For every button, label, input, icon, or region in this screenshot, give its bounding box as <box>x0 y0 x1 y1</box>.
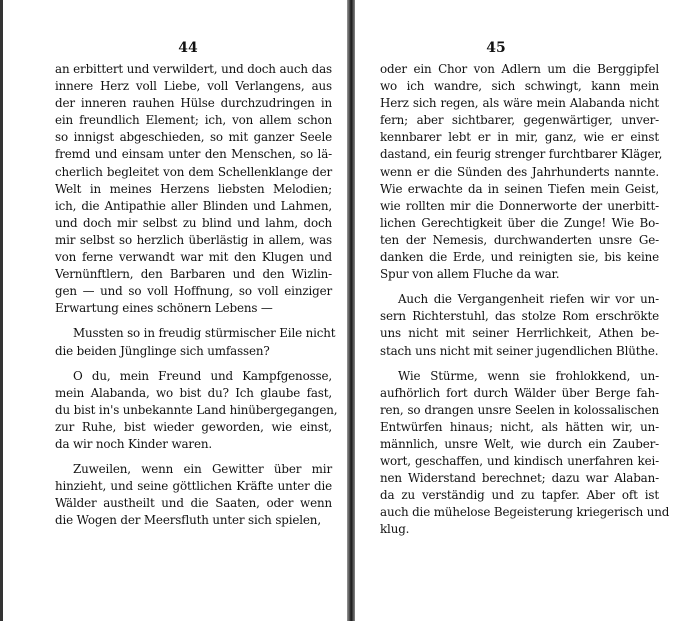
text-line: gen — und so voll Hoffnung, so voll einziger <box>55 284 332 299</box>
text-line: O du, mein Freund und Kampfgenosse, <box>73 368 332 383</box>
text-line: Herz sich regen, als wäre mein Alabanda nicht <box>380 96 659 111</box>
text-line: wenn er die Sünden des Jahrhunderts nannte. <box>380 164 659 179</box>
text-line: Wie Stürme, wenn sie frohlokkend, un- <box>398 368 659 383</box>
text-line: auch die mühelose Begeisterung kriegerisch und <box>380 505 670 520</box>
text-line: Wälder austheilt und die Saaten, oder wenn <box>55 496 332 511</box>
text-line: ein freundlich Element; ich, von allem schon <box>55 113 332 128</box>
text-line: ten der Nemesis, durchwanderten unsre Ge- <box>380 232 659 247</box>
text-line: stach uns nicht mit seiner jugendlichen Blüthe. <box>380 343 659 358</box>
page-number: 44 <box>178 40 198 56</box>
text-line: da zu verständig und zu tapfer. Aber oft ist <box>380 488 659 503</box>
paragraph <box>380 291 659 359</box>
text-line: Mussten so in freudig stürmischer Eile nicht <box>73 326 336 341</box>
text-line: nen Widerstand berechnet; dazu war Alaban- <box>380 471 659 486</box>
text-line: wo ich wandre, sich schwingt, kann mein <box>380 79 659 94</box>
text-line: lichen Gerechtigkeit über die Zunge! Wie Bo- <box>380 215 659 230</box>
text-line: der inneren rauhen Hülse durchzudringen in <box>55 96 332 111</box>
text-line: fremd und einsam unter den Menschen, so lä- <box>55 147 332 162</box>
text-line: an erbittert und verwildert, und doch auch das <box>55 62 332 76</box>
text-line: von ferne verwandt war mit den Klugen und <box>55 250 332 265</box>
text-line: ren, so drangen unsre Seelen in kolossalischen <box>380 402 659 417</box>
paragraph <box>380 61 663 283</box>
text-line: ich, die Antipathie aller Blinden und Lahmen, <box>55 198 332 213</box>
text-line: hinzieht, und seine göttlichen Kräfte unter die <box>55 479 332 494</box>
text-line: Vernünftlern, den Barbaren und den Wizlin- <box>55 267 332 282</box>
text-line: und doch mir selbst zu blind und lahm, doch <box>55 215 332 230</box>
text-line: die Wogen der Meersfluth unter sich spielen, <box>55 513 321 528</box>
text-line: Wie erwachte da in seinen Tiefen mein Geist, <box>380 181 659 196</box>
text-line: mir selbst so herzlich überlästig in allem, was <box>55 232 332 247</box>
left-page-text <box>55 61 338 529</box>
text-line: fern; aber sichtbarer, gegenwärtiger, unver- <box>380 113 659 128</box>
text-line: Spur von allem Fluche da war. <box>380 267 560 282</box>
right-page <box>355 0 698 621</box>
text-line: klug. <box>380 522 410 537</box>
text-line: innere Herz voll Liebe, voll Verlangens, aus <box>55 79 332 94</box>
text-line: uns nicht mit seiner Herrlichkeit, Athen be- <box>380 326 659 341</box>
text-line: wie rollten mir die Donnerworte der unerbitt- <box>380 198 659 213</box>
paragraph <box>55 461 332 529</box>
text-line: Erwartung eines schönern Lebens — <box>55 301 273 316</box>
text-line: danken die Erde, und reinigten sie, bis keine <box>380 250 659 265</box>
text-line: Welt in meines Herzens liebsten Melodien; <box>55 181 332 196</box>
text-line: wort, geschaffen, und kindisch unerfahren kei- <box>380 454 659 469</box>
text-line: oder ein Chor von Adlern um die Berggipfel <box>380 62 659 76</box>
left-page <box>0 0 347 621</box>
text-line: zur Ruhe, bist wieder geworden, wie einst, <box>55 419 332 434</box>
text-line: mein Alabanda, wo bist du? Ich glaube fast, <box>55 385 332 400</box>
text-line: da wir noch Kinder waren. <box>55 436 212 451</box>
text-line: Entwürfen hinaus; nicht, als hätten wir, un- <box>380 419 659 434</box>
text-line: männlich, unsre Welt, wie durch ein Zauber- <box>380 436 659 451</box>
text-line: du bist in's unbekannte Land hinübergegangen, <box>55 402 338 417</box>
text-line: cherlich begleitet von dem Schellenklange der <box>55 164 332 179</box>
text-line: die beiden Jünglinge sich umfassen? <box>55 343 270 358</box>
text-line: so innigst abgeschieden, so mit ganzer Seele <box>55 130 332 145</box>
paragraph <box>55 368 338 453</box>
paragraph <box>55 325 336 359</box>
text-line: Zuweilen, wenn ein Gewitter über mir <box>73 462 332 477</box>
text-line: kennbarer lebt er in mir, ganz, wie er einst <box>380 130 659 145</box>
text-line: aufhörlich fort durch Wälder über Berge fah- <box>380 385 659 400</box>
right-page-text <box>380 61 670 539</box>
text-line: dastand, ein feurig strenger furchtbarer Kläger, <box>380 147 663 162</box>
page-number: 45 <box>486 40 506 56</box>
text-line: Auch die Vergangenheit riefen wir vor un- <box>398 292 659 307</box>
paragraph <box>380 368 670 539</box>
paragraph <box>55 61 332 317</box>
book-gutter <box>347 0 355 621</box>
text-line: sern Richterstuhl, das stolze Rom erschrökte <box>380 309 659 324</box>
